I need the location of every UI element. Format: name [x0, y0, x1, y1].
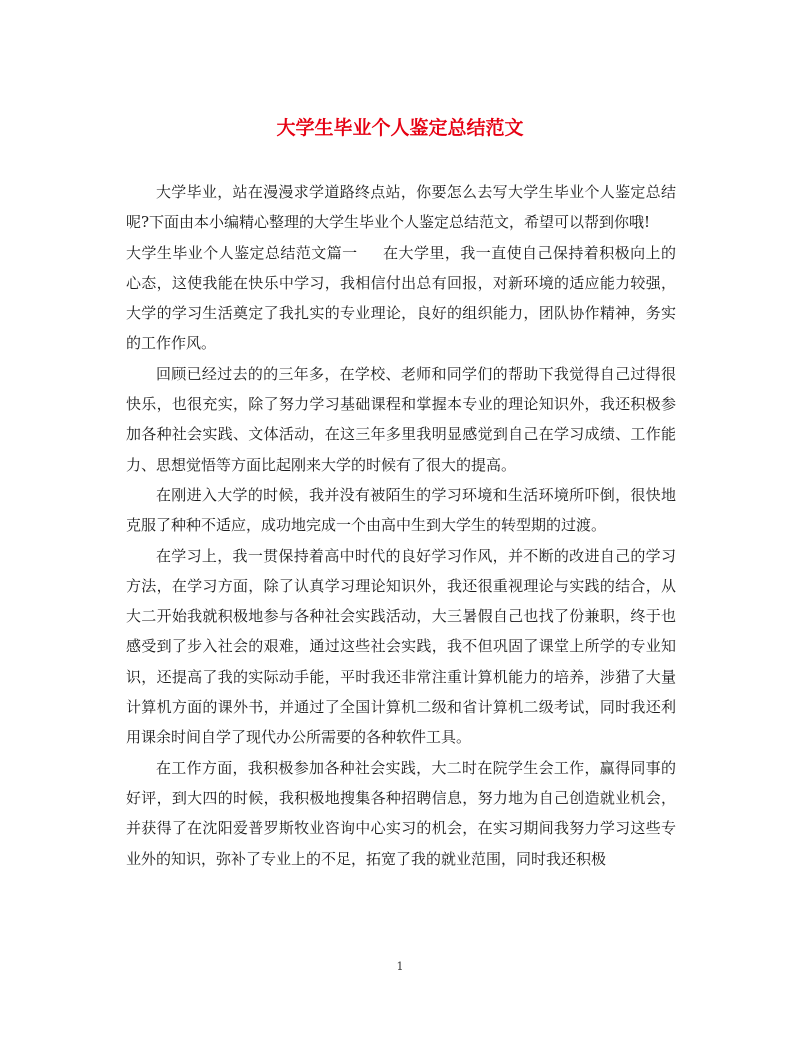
- intro-paragraph: 大学毕业，站在漫漫求学道路终点站，你要怎么去写大学生毕业个人鉴定总结呢?下面由本小编精心整理的大学生毕业个人鉴定总结范文，希望可以帮到你哦!: [126, 183, 676, 232]
- section-first-paragraph: [126, 238, 676, 359]
- page-number: 1: [396, 960, 404, 973]
- document-body: [126, 177, 676, 874]
- body-paragraph: 回顾已经过去的的三年多，在学校、老师和同学们的帮助下我觉得自己过得很快乐，也很充实，除了努力学习基础课程和掌握本专业的理论知识外，我还积极参加各种社会实践、文体活动，在这三年多里我明显感觉到自己在学习成绩、工作能力、思想觉悟等方面比起刚来大学的时候有了很大的提高。: [126, 364, 676, 474]
- body-paragraph: 在学习上，我一贯保持着高中时代的良好学习作风，并不断的改进自己的学习方法，在学习方面，除了认真学习理论知识外，我还很重视理论与实践的结合，从大二开始我就积极地参与各种社会实践活动，大三暑假自己也找了份兼职，终于也感受到了步入社会的艰难，通过这些社会实践，我不但巩固了课堂上所学的专业知识，还提高了我的实际动手能，平时我还非常注重计算机能力的培养，涉猎了大量计算机方面的课外书，并通过了全国计算机二级和省计算机二级考试，同时我还利用课余时间自学了现代办公所需要的各种软件工具。: [126, 546, 676, 747]
- body-paragraph: 在工作方面，我积极参加各种社会实践，大二时在院学生会工作，赢得同事的好评，到大四的时候，我积极地搜集各种招聘信息，努力地为自己创造就业机会，并获得了在沈阳爱普罗斯牧业咨询中心实习的机会，在实习期间我努力学习这些专业外的知识，弥补了专业上的不足，拓宽了我的就业范围，同时我还积极: [126, 758, 676, 868]
- section-first-text: 在大学里，我一直使自己保持着积极向上的心态，这使我能在快乐中学习，我相信付出总有回报，对新环境的适应能力较强，大学的学习生活奠定了我扎实的专业理论，良好的组织能力，团队协作精神，务实的工作作风。: [126, 243, 676, 353]
- body-paragraph: 在刚进入大学的时候，我并没有被陌生的学习环境和生活环境所吓倒，很快地克服了种种不适应，成功地完成一个由高中生到大学生的转型期的过渡。: [126, 485, 676, 535]
- section-heading: 大学生毕业个人鉴定总结范文篇一: [126, 243, 358, 262]
- document-title: 大学生毕业个人鉴定总结范文: [276, 117, 524, 139]
